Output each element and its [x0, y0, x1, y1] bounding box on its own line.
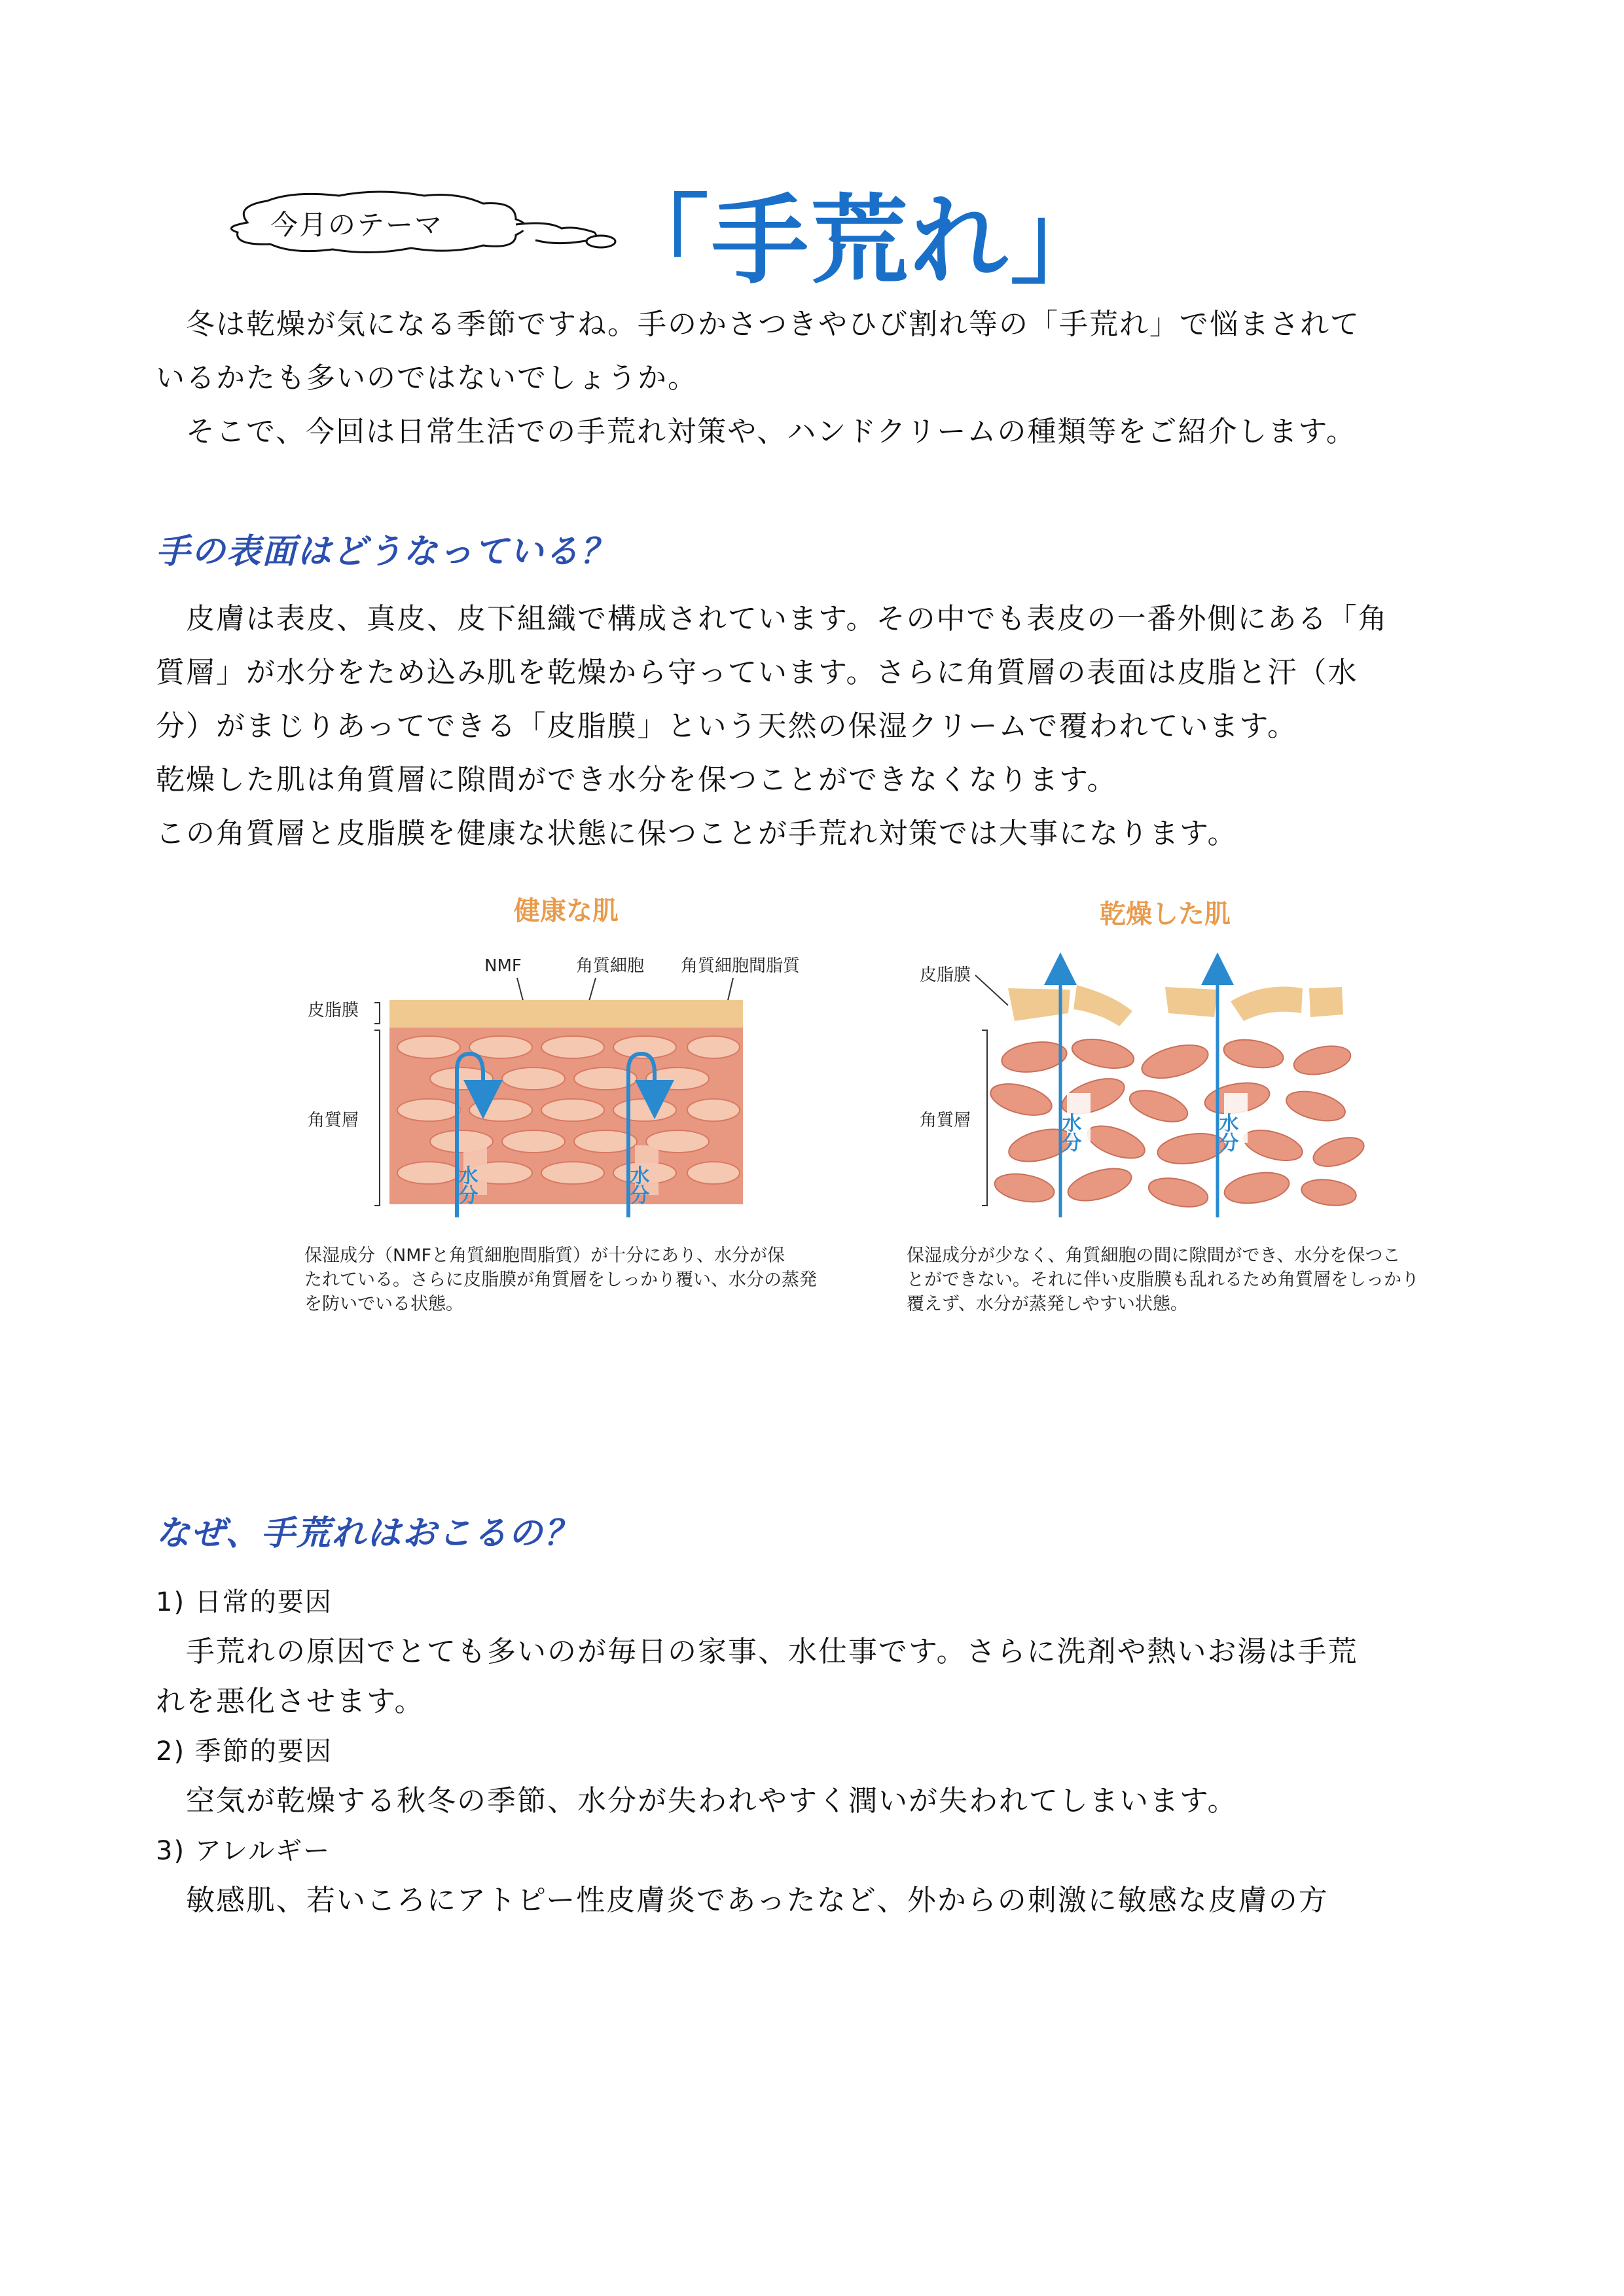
label-cell: 角質細胞	[576, 956, 645, 976]
section1-line-5: この角質層と皮脂膜を健康な状態に保つことが手荒れ対策では大事になります。	[156, 817, 1238, 850]
section1-paragraph	[156, 592, 1485, 861]
theme-cloud	[208, 187, 627, 259]
dry-caption-line: 覆えず、水分が蒸発しやすい状態。	[907, 1294, 1188, 1314]
section1-line-4: 乾燥した肌は角質層に隙間ができ水分を保つことができなくなります。	[156, 763, 1117, 797]
page-title: 「手荒れ」	[612, 185, 1110, 297]
cause-1-title: 1) 日常的要因	[156, 1587, 333, 1617]
theme-label: 今月のテーマ	[270, 209, 444, 241]
cause-1-body-line: れを悪化させます。	[156, 1685, 425, 1718]
dry-skin-diagram	[910, 949, 1407, 1224]
label-sebum: 皮脂膜	[920, 965, 971, 985]
healthy-skin-title: 健康な肌	[514, 896, 619, 926]
label-sebum: 皮脂膜	[308, 1001, 359, 1020]
label-stratum: 角質層	[308, 1111, 359, 1130]
section1-heading: 手の表面はどうなっている？	[156, 532, 616, 571]
label-stratum: 角質層	[920, 1111, 971, 1130]
healthy-caption	[304, 1244, 817, 1316]
cause-3-title: 3) アレルギー	[156, 1836, 331, 1866]
water-label: 水分	[454, 1165, 478, 1204]
water-label: 水分	[1058, 1113, 1081, 1152]
dry-caption-line: 保湿成分が少なく、角質細胞の間に隙間ができ、水分を保つこ	[907, 1246, 1401, 1266]
dry-skin-title: 乾燥した肌	[1100, 899, 1231, 929]
cause-1-body-line: 手荒れの原因でとても多いのが毎日の家事、水仕事です。さらに洗剤や熱いお湯は手荒	[186, 1635, 1358, 1668]
water-label: 水分	[1215, 1113, 1238, 1152]
healthy-caption-line: たれている。さらに皮脂膜が角質層をしっかり覆い、水分の蒸発	[304, 1270, 817, 1290]
sebum-layer	[389, 1000, 743, 1028]
healthy-caption-line: 保湿成分（NMFと角質細胞間脂質）が十分にあり、水分が保	[304, 1246, 785, 1266]
healthy-skin-diagram	[301, 949, 838, 1224]
section1-line-2: 質層」が水分をため込み肌を乾燥から守っています。さらに角質層の表面は皮脂と汗（水	[156, 656, 1358, 689]
section1-line-1: 皮膚は表皮、真皮、皮下組織で構成されています。その中でも表皮の一番外側にある「角	[186, 602, 1388, 636]
label-nmf: NMF	[484, 956, 522, 976]
intro-line-1: 冬は乾燥が気になる季節ですね。手のかさつきやひび割れ等の「手荒れ」で悩まされて	[186, 308, 1360, 341]
dry-caption-line: とができない。それに伴い皮脂膜も乱れるため角質層をしっかり	[907, 1270, 1419, 1290]
intro-paragraph	[156, 298, 1485, 459]
water-label: 水分	[626, 1165, 649, 1204]
dry-caption	[907, 1244, 1419, 1316]
section2-list	[156, 1577, 1485, 1926]
label-lipid: 角質細胞間脂質	[681, 956, 801, 976]
intro-line-2: いるかたも多いのではないでしょうか。	[156, 361, 698, 395]
healthy-caption-line: を防いでいる状態。	[304, 1294, 463, 1314]
section2-heading: なぜ、手荒れはおこるの？	[156, 1514, 579, 1553]
cause-2-title: 2) 季節的要因	[156, 1736, 333, 1767]
cause-2-body-line: 空気が乾燥する秋冬の季節、水分が失われやすく潤いが失われてしまいます。	[186, 1784, 1238, 1818]
cause-3-body-line: 敏感肌、若いころにアトピー性皮膚炎であったなど、外からの刺激に敏感な皮膚の方	[186, 1884, 1329, 1917]
intro-line-3: そこで、今回は日常生活での手荒れ対策や、ハンドクリームの種類等をご紹介します。	[186, 415, 1356, 448]
section1-line-3: 分）がまじりあってできる「皮脂膜」という天然の保湿クリームで覆われています。	[156, 709, 1298, 743]
